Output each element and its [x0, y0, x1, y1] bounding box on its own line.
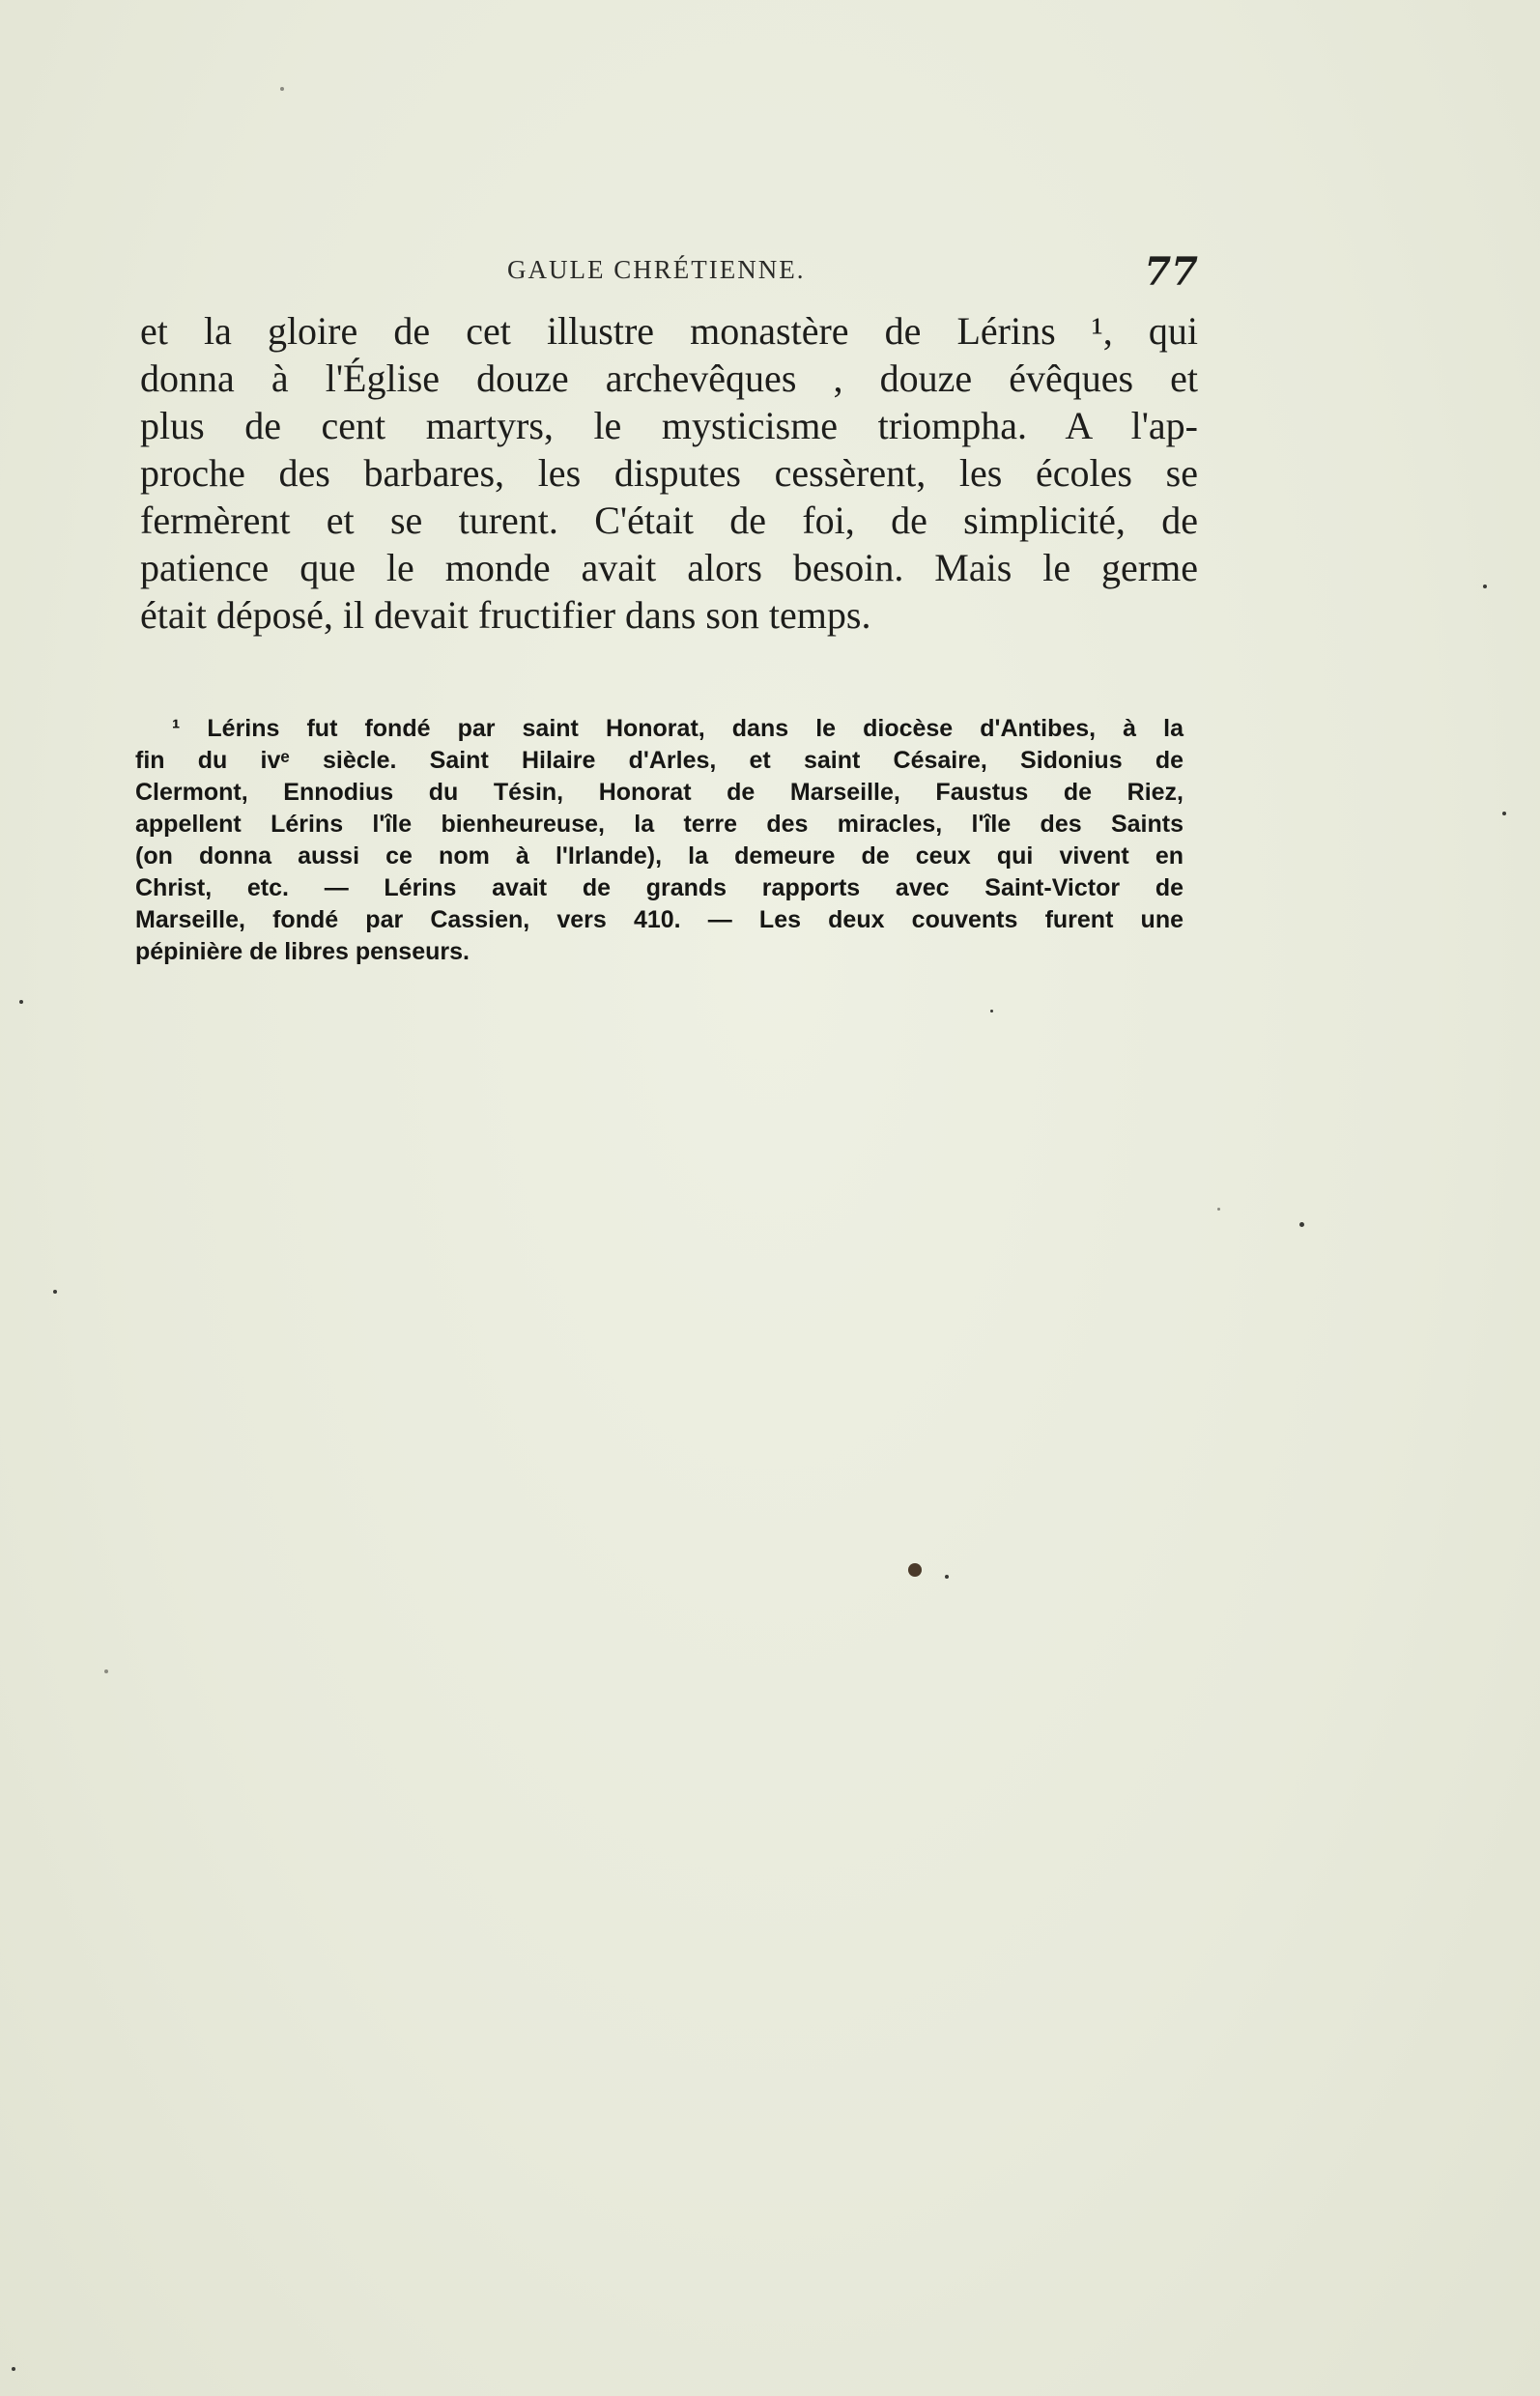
paper-speck — [990, 1010, 993, 1013]
body-line: plus de cent martyrs, le mysticisme triompha. A l'ap- — [140, 404, 1198, 447]
paper-speck — [1502, 812, 1506, 815]
footnote-line: (on donna aussi ce nom à l'Irlande), la demeure de ceux qui vivent en — [135, 842, 1184, 870]
footnote-line: pépinière de libres penseurs. — [135, 938, 470, 965]
page-header — [140, 249, 1198, 298]
paper-speck — [908, 1563, 922, 1577]
footnote-line: fin du ivᵉ siècle. Saint Hilaire d'Arles, et saint Césaire, Sidonius de — [135, 747, 1184, 774]
paper-speck — [104, 1669, 108, 1673]
page-number: 77 — [1144, 249, 1198, 295]
paper-speck — [280, 87, 284, 91]
paper-speck — [1217, 1208, 1220, 1211]
footnote-line: Christ, etc. — Lérins avait de grands rapports avec Saint-Victor de — [135, 874, 1184, 901]
main-paragraph — [140, 307, 1198, 639]
footnote-line: Marseille, fondé par Cassien, vers 410. — Les deux couvents furent une — [135, 906, 1184, 933]
paper-speck — [1299, 1222, 1304, 1227]
body-line: était déposé, il devait fructifier dans son temps. — [140, 593, 871, 637]
paper-speck — [12, 2367, 15, 2371]
body-line: fermèrent et se turent. C'était de foi, de simplicité, de — [140, 499, 1198, 542]
body-line: patience que le monde avait alors besoin. Mais le germe — [140, 546, 1198, 589]
paper-speck — [53, 1290, 57, 1294]
paper-speck — [19, 1000, 23, 1004]
footnote-line: ¹ Lérins fut fondé par saint Honorat, dans le diocèse d'Antibes, à la — [172, 715, 1184, 742]
paper-speck — [945, 1575, 949, 1579]
footnote-line: Clermont, Ennodius du Tésin, Honorat de Marseille, Faustus de Riez, — [135, 779, 1184, 806]
body-line: donna à l'Église douze archevêques , douze évêques et — [140, 357, 1198, 400]
footnote-line: appellent Lérins l'île bienheureuse, la terre des miracles, l'île des Saints — [135, 811, 1184, 838]
body-line: proche des barbares, les disputes cessèrent, les écoles se — [140, 451, 1198, 495]
running-title: GAULE CHRÉTIENNE. — [507, 255, 806, 284]
paper-speck — [1483, 585, 1487, 588]
footnote — [135, 713, 1184, 968]
body-line: et la gloire de cet illustre monastère de Lérins ¹, qui — [140, 309, 1198, 353]
